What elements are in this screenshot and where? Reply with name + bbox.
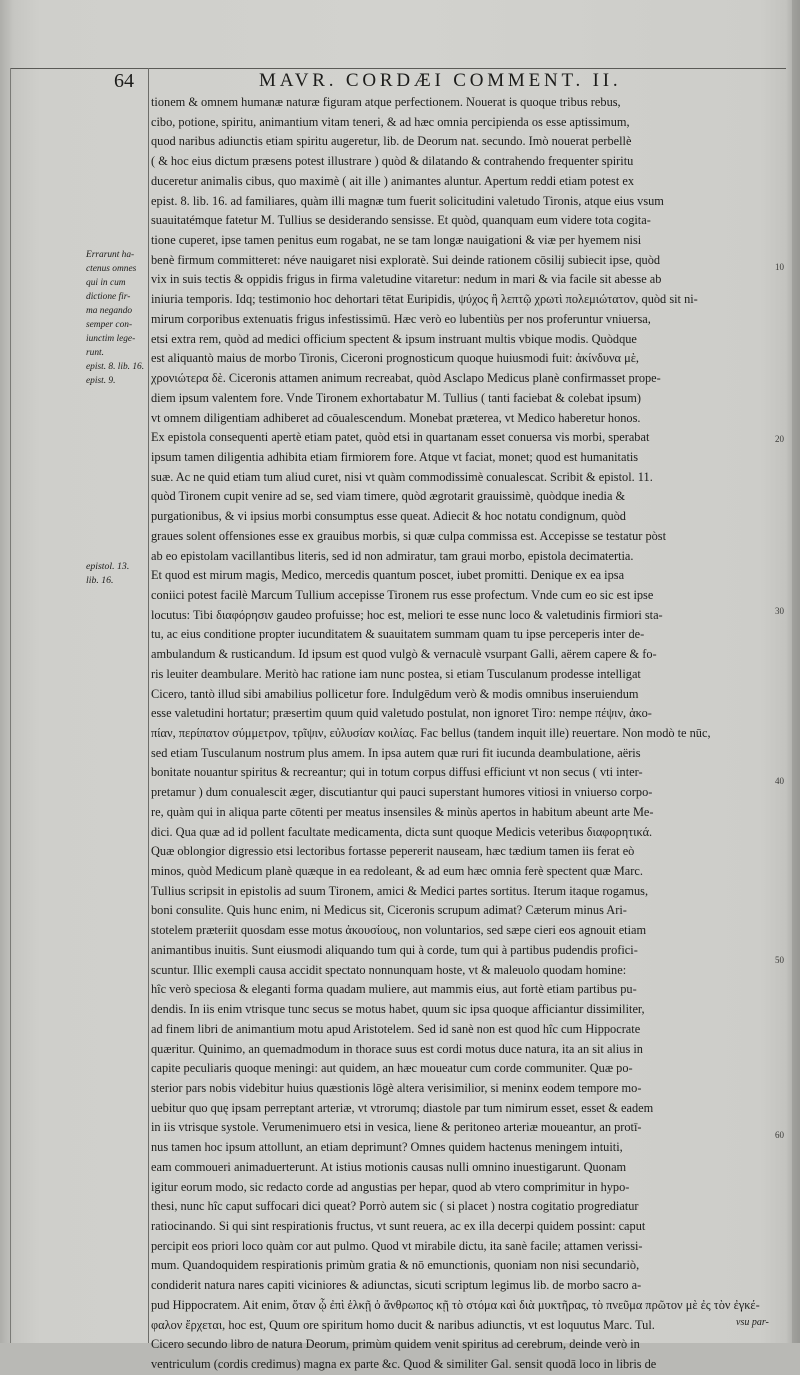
body-text bbox=[151, 93, 771, 1375]
text-line: quæritur. Quinimo, an quemadmodum in thorace suus est cordi motus duce natura, ita an sit alius in bbox=[151, 1041, 643, 1056]
marginal-note-line: ctenus omnes bbox=[86, 264, 137, 274]
header-rule bbox=[10, 68, 786, 69]
text-line: ad finem libri de animantium motu apud Aristotelem. Sed id sanè non est quod hîc cum Hippocrate bbox=[151, 1021, 641, 1036]
text-line: cibo, potione, spiritu, animantium vitam teneri, & ad hæc omnia percipienda os esse aptissimum, bbox=[151, 114, 630, 129]
text-line: percipit eos priori loco quàm cor aut pulmo. Quod vt mirabile dictu, ita sanè facile; attamen verissi- bbox=[151, 1238, 643, 1253]
text-line: re, quàm qui in aliqua parte cōtenti per meatus insensiles & minùs apertos in habitum abeunt arte Me- bbox=[151, 804, 654, 819]
text-line: graues solent offensiones esse ex grauibus morbis, si quæ culpa commissa est. Accepisse se testatur pòst bbox=[151, 528, 667, 543]
text-line: tionem & omnem humanæ naturæ figuram atque perfectionem. Nouerat is quoque tribus rebus, bbox=[151, 95, 621, 109]
text-line: animantibus inuitis. Sunt eiusmodi aliquando tum qui à corde, tum qui à partibus pudendis profici- bbox=[151, 942, 638, 957]
text-line: dici. Qua quæ ad id pollent facultate medicamenta, dicta sunt quoque Medicis veteribus διαφορητικά. bbox=[151, 824, 653, 839]
marginal-note-line: dictione fir- bbox=[86, 292, 131, 302]
text-line: est aliquantò maius de morbo Tironis, Ciceroni prognosticum quoque huiusmodi fuit: ἀκίνδυνα μὲ, bbox=[151, 351, 639, 366]
marginal-notes bbox=[86, 248, 150, 586]
text-line: tione cuperet, ipse tamen penitus eum rogabat, ne se tam longæ nauigationi & viæ per hyemem nisi bbox=[151, 233, 642, 248]
folio-number: 64 bbox=[114, 70, 134, 92]
marginal-note bbox=[86, 560, 129, 588]
text-line: ( & hoc eius dictum præsens potest illustrare ) quòd & dilatando & contrahendo frequenter spiritu bbox=[151, 154, 634, 169]
text-line: locutus: Tibi διαφόρησιν gaudeo profuisse; hoc est, meliori te esse nunc loco & valetudinis firmiori sta- bbox=[151, 607, 663, 622]
text-line: Et quod est mirum magis, Medico, mercedis quantum poscet, iubet promitti. Denique ex ea ipsa bbox=[151, 568, 625, 583]
text-line: Ex epistola consequenti apertè etiam patet, quòd etsi in quartanam esset conuersa vis morbi, sperabat bbox=[151, 430, 650, 445]
text-line: in iis vtrisque systole. Verumenimuero etsi in vesica, liene & peritoneo arteriæ moueantur, an protī- bbox=[151, 1120, 642, 1135]
line-number: 60 bbox=[775, 1130, 784, 1140]
text-line: χρονιώτερα δὲ. Ciceronis attamen animum recreabat, quòd Asclapo Medicus planè confirmasset prope- bbox=[151, 371, 661, 386]
text-line: φαλον ἔρχεται, hoc est, Quum ore spiritum homo ducit & naribus adiunctis, vt est loquutus Marc. Tul. bbox=[151, 1317, 655, 1332]
text-line: hîc verò speciosa & eleganti forma quadam muliere, aut mammis eius, aut fortè etiam partibus pu- bbox=[151, 982, 637, 997]
line-number: 20 bbox=[775, 434, 784, 444]
text-line: nus tamen hoc ipsum attollunt, an etiam deprimunt? Omnes quidem hactenus meningem intuiti, bbox=[151, 1140, 623, 1155]
text-line: tu, ac eius conditione propter iucunditatem & suauitatem summam quam tu ipse perceperis inter de- bbox=[151, 627, 645, 642]
marginal-note-line: semper con- bbox=[86, 320, 133, 330]
text-line: Cicero, tantò illud sibi amabilius pollicetur fore. Indulgēdum verò & modis omnibus inseruiendum bbox=[151, 686, 639, 701]
text-line: boni consulite. Quis hunc enim, ni Medicus sit, Ciceronis scrupum adimat? Cæterum minus Ari- bbox=[151, 903, 627, 918]
outer-frame-rule bbox=[10, 68, 11, 1343]
text-line: ris leuiter deambulare. Meritò hac ratione iam nunc postea, si etiam Tusculanum prodesse intelligat bbox=[151, 666, 641, 681]
text-line: scuntur. Illic exempli causa accidit spectato nonnunquam hoste, vt & maleuolo quodam homine: bbox=[151, 962, 627, 977]
line-number: 10 bbox=[775, 262, 784, 272]
text-line: suæ. Ac ne quid etiam tum aliud curet, nisi vt quàm commodissimè conualescat. Scribit & epistol. 11. bbox=[151, 469, 653, 484]
text-line: condiderit natura nares capiti viciniores & adiunctas, sicuti scriptum legimus lib. de morbo sacro a- bbox=[151, 1278, 642, 1293]
text-line: pretamur ) dum conualescit æger, discutiantur qui pauci superstant humores vitiosi in vniuerso corpo- bbox=[151, 785, 653, 800]
text-line: igitur eorum modo, sic redacto corde ad angustias per hepar, quod ab vtero comprimitur in hypo- bbox=[151, 1179, 630, 1194]
marginal-note-line: iunctim lege- bbox=[86, 334, 136, 344]
text-line: suauitatémque fatetur M. Tullius se desiderando sensisse. Et quòd, quanquam eum videre tota cogita- bbox=[151, 213, 651, 228]
text-line: ab eo epistolam vacillantibus literis, sed id non admiratur, tam graui morbo, epistola decimatertia. bbox=[151, 548, 634, 563]
text-line: coniici potest facilè Marcum Tullium accepisse Tironem rus esse profectum. Vnde cum eo sic est ipse bbox=[151, 587, 654, 602]
text-line: stotelem præteriit quosdam esse motus ἀκουσίους, non voluntarios, sed sæpe cieri eos agnouit etiam bbox=[151, 923, 647, 938]
text-line: mirum corporibus extenuatis frigus infestissimū. Hæc verò eo lubentiùs per nos proferuntur vniuersa, bbox=[151, 311, 651, 326]
line-number: 40 bbox=[775, 776, 784, 786]
text-line: pud Hippocratem. Ait enim, ὅταν ᾧ ἐπὶ ἑλκῇ ὁ ἄνθρωπος κῇ τὸ στόμα καὶ διὰ μυκτῆρας, τὸ πνεῦμα πρῶτον μὲ ἐς τὸν ἐγκέ- bbox=[151, 1297, 760, 1312]
text-line: etsi extra rem, quòd ad medici officium spectent & ipsum instruant multis vbique modis. Quòdque bbox=[151, 331, 637, 346]
text-line: thesi, nunc hîc caput suffocari dici queat? Porrò autem sic ( si placet ) nostra cogitatio progrediatur bbox=[151, 1199, 639, 1214]
text-line: diem ipsum valentem fore. Vnde Tironem exhortabatur M. Tullius ( tanti faciebat & colebat ipsum) bbox=[151, 390, 642, 405]
marginal-note-line: epist. 9. bbox=[86, 376, 116, 386]
text-line: Cicero secundo libro de natura Deorum, primùm quidem venit spiritus ad cerebrum, deinde verò in bbox=[151, 1337, 640, 1352]
text-line: ipsum tamen diligentia adhibita etiam firmiorem fore. Atque vt faciat, monet; quod est humanitatis bbox=[151, 449, 639, 464]
text-line: iniuria temporis. Idq; testimonio hoc dehortari tētat Euripidis, ψύχος ἢ λεπτῷ χρωτὶ πολεμιώτατον, quòd sit ni- bbox=[151, 292, 698, 307]
text-line: ambulandum & rusticandum. Id ipsum est quod vulgò & vernaculè vsurpant Galli, aërem capere & fo- bbox=[151, 647, 657, 662]
text-line: minos, quòd Medicum planè quæque in ea redoleant, & ad eum hæc omnia ferè spectent quæ Marc. bbox=[151, 864, 643, 879]
text-line: sed etiam Tusculanum nostrum plus amem. In ipsa autem quæ ruri fit iucunda deambulatione, aëris bbox=[151, 745, 641, 760]
marginal-note-line: Errarunt ha- bbox=[86, 250, 135, 260]
text-line: vt omnem diligentiam adhiberet ad cōualescendum. Monebat præterea, vt Medico haberetur honos. bbox=[151, 410, 641, 425]
marginal-note bbox=[86, 248, 150, 388]
text-line: bonitate nouantur spiritus & recreantur; qui in totum corpus diffusi efficiunt vt non secus ( vti inter- bbox=[151, 765, 643, 780]
text-line: benè firmum committeret: néve nauigaret nisi exploratè. Sui deinde rationem cōsilij subiecit ipse, quòd bbox=[151, 252, 661, 267]
text-line: eam commoueri animaduerterunt. At istius motionis causas nulli omnino inuestigarunt. Quonam bbox=[151, 1159, 627, 1174]
marginal-note-line: runt. bbox=[86, 348, 104, 358]
running-title: MAVR. CORDÆI COMMENT. II. bbox=[259, 70, 622, 91]
text-line: sterior pars nobis videbitur huius quæstionis lōgè altera verisimilior, si meninx eodem tempore mo- bbox=[151, 1080, 642, 1095]
text-line: capite peculiaris quoque meningi: aut quidem, an hæc moueatur cum corde communiter. Quæ po- bbox=[151, 1061, 633, 1076]
text-line: uebitur quo quę ipsam perreptant arteriæ, vt vtrorumq; diastole par tum nimirum esset, esset & eadem bbox=[151, 1100, 654, 1115]
marginal-note-line: ma negando bbox=[86, 306, 133, 316]
page-edge-shadow bbox=[792, 0, 800, 1343]
text-line: Quæ oblongior digressio etsi lectoribus fortasse pepererit nauseam, hæc tædium tamen iis ferat eò bbox=[151, 844, 635, 859]
text-line: ratiocinando. Si qui sint respirationis fructus, vt sunt reuera, ac ex illa decerpi quidem possint: caput bbox=[151, 1218, 646, 1233]
text-line: ventriculum (cordis credimus) magna ex parte &c. Quod & similiter Gal. sensit quodā loco in libris de bbox=[151, 1357, 657, 1371]
text-line: esse valetudini hortatur; præsertim quum quid valetudo postulat, non ignoret Tiro: nempe πέψιν, ἀκο- bbox=[151, 706, 652, 721]
marginal-note-line: qui in cum bbox=[86, 278, 126, 288]
text-line: epist. 8. lib. 16. ad familiares, quàm illi magnæ tum fuerit solicitudini valetudo Tironis, atque eius vsum bbox=[151, 193, 664, 208]
text-line: dendis. In iis enim vtrisque tunc secus se motus habet, quum sic ipsa quoque afficiantur dissimiliter, bbox=[151, 1002, 645, 1017]
marginal-note-line: epistol. 13. bbox=[86, 561, 130, 572]
text-line: vix in suis tectis & oppidis frigus in firma valetudine vitaretur: nedum in mari & via facile sit abesse ab bbox=[151, 272, 662, 287]
line-number: 30 bbox=[775, 606, 784, 616]
catchword: vsu par- bbox=[736, 1317, 769, 1328]
text-line: Tullius scripsit in epistolis ad suum Tironem, amici & Medici partes sortitus. Iterum itaque rogamus, bbox=[151, 883, 649, 898]
text-line: quod naribus adiunctis etiam spiritu augeretur, lib. de Deorum nat. secundo. Imò nouerat perbellè bbox=[151, 134, 632, 149]
text-line: duceretur animalis cibus, quo maximè ( ait ille ) animantes aluntur. Apertum reddi etiam potest ex bbox=[151, 173, 634, 188]
line-number: 50 bbox=[775, 955, 784, 965]
marginal-note-line: lib. 16. bbox=[86, 575, 114, 586]
marginal-note-line: epist. 8. lib. 16. bbox=[86, 362, 145, 372]
text-line: quòd Tironem cupit venire ad se, sed viam timere, quòd ægrotarit grauissimè, quòdque inedia & bbox=[151, 489, 626, 504]
text-line: πίαν, περίπατον σύμμετρον, τρῖψιν, εὐλυσίαν κοιλίας. Fac bellus (tandem inquit ille) reuertare. Non modò te nūc, bbox=[151, 726, 711, 740]
text-line: purgationibus, & vi ipsius morbi consumptus esse queat. Adiecit & hoc notatu condignum, quòd bbox=[151, 509, 626, 524]
text-line: mum. Quandoquidem respirationis primùm gratia & nō emunctionis, quoniam non nisi secundariò, bbox=[151, 1258, 640, 1273]
